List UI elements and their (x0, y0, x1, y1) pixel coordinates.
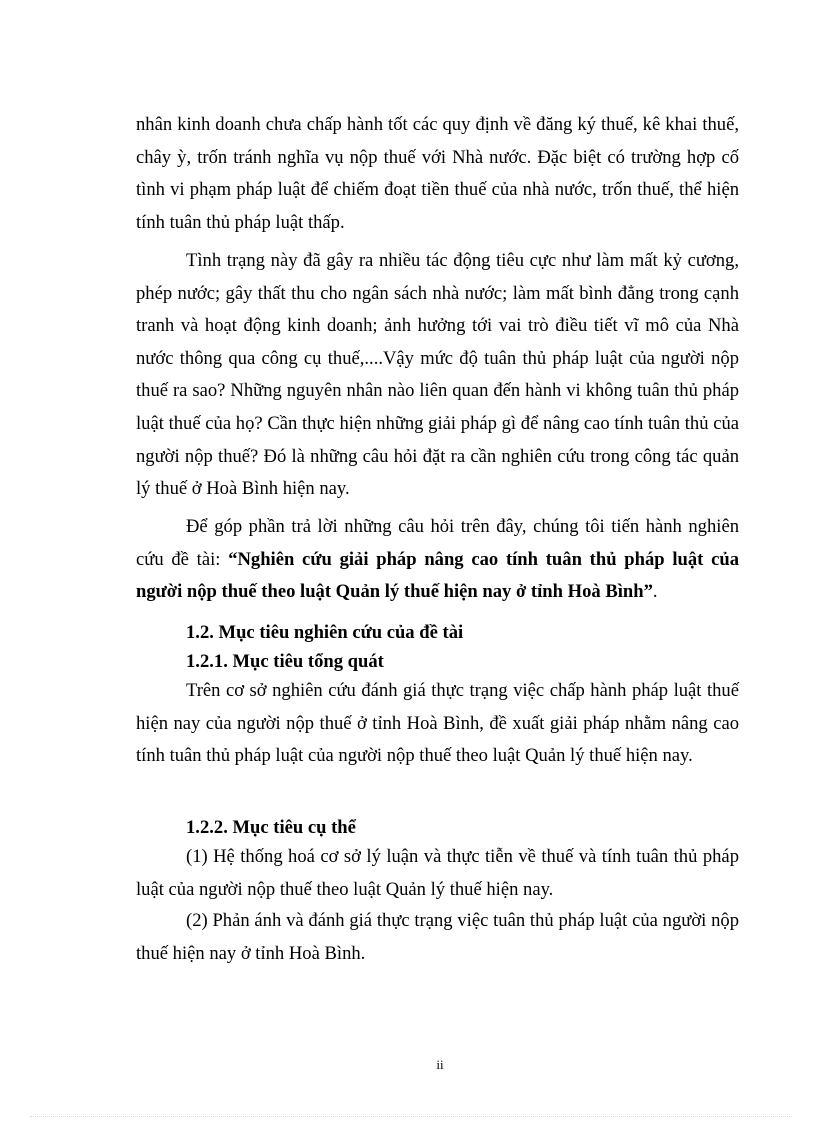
paragraph-negative-impacts: Tình trạng này đã gây ra nhiều tác động tiêu cực như làm mất kỷ cương, phép nước; gây thất thu cho ngân sách nhà nước; làm mất bình đẳng trong cạnh tranh và hoạt động kinh doanh; ảnh hưởng tới vai trò điều tiết vĩ mô của Nhà nước thông qua công cụ thuế,....Vậy mức độ tuân thủ pháp luật của người nộp thuế ra sao? Những nguyên nhân nào liên quan đến hành vi không tuân thủ pháp luật thuế của họ? Cần thực hiện những giải pháp gì để nâng cao tính tuân thủ của người nộp thuế? Đó là những câu hỏi đặt ra cần nghiên cứu trong công tác quản lý thuế ở Hoà Bình hiện nay. (136, 250, 739, 500)
heading-specific-objectives: 1.2.2. Mục tiêu cụ thể (186, 817, 356, 838)
heading-research-objectives: 1.2. Mục tiêu nghiên cứu của đề tài (186, 622, 464, 643)
research-topic-lead: Để góp phần trả lời những câu hỏi trên đây, chúng tôi tiến hành nghiên cứu đề tài: (136, 516, 739, 570)
paragraph-general-objective: Trên cơ sở nghiên cứu đánh giá thực trạng việc chấp hành pháp luật thuế hiện nay của người nộp thuế ở tỉnh Hoà Bình, đề xuất giải pháp nhằm nâng cao tính tuân thủ pháp luật của người nộp thuế theo luật Quản lý thuế hiện nay. (136, 680, 739, 767)
page-bottom-divider (30, 1116, 792, 1117)
page-number: ii (436, 1057, 444, 1072)
heading-general-objective: 1.2.1. Mục tiêu tổng quát (186, 651, 384, 672)
paragraph-objective-1: (1) Hệ thống hoá cơ sở lý luận và thực tiễn về thuế và tính tuân thủ pháp luật của người nộp thuế theo luật Quản lý thuế hiện nay. (136, 846, 739, 900)
paragraph-research-topic (136, 511, 739, 609)
research-topic-end: . (652, 581, 658, 603)
paragraph-objective-2: (2) Phản ánh và đánh giá thực trạng việc tuân thủ pháp luật của người nộp thuế hiện nay ở tỉnh Hoà Bình. (136, 910, 739, 964)
paragraph-tax-compliance-context: nhân kinh doanh chưa chấp hành tốt các quy định về đăng ký thuế, kê khai thuế, chây ỳ, trốn tránh nghĩa vụ nộp thuế với Nhà nước. Đặc biệt có trường hợp cố tình vi phạm pháp luật để chiếm đoạt tiền thuế của nhà nước, trốn thuế, thể hiện tính tuân thủ pháp luật thấp. (136, 114, 739, 233)
research-topic-title: “Nghiên cứu giải pháp nâng cao tính tuân thủ pháp luật của người nộp thuế theo luật Quản lý thuế hiện nay ở tỉnh Hoà Bình” (136, 548, 739, 603)
